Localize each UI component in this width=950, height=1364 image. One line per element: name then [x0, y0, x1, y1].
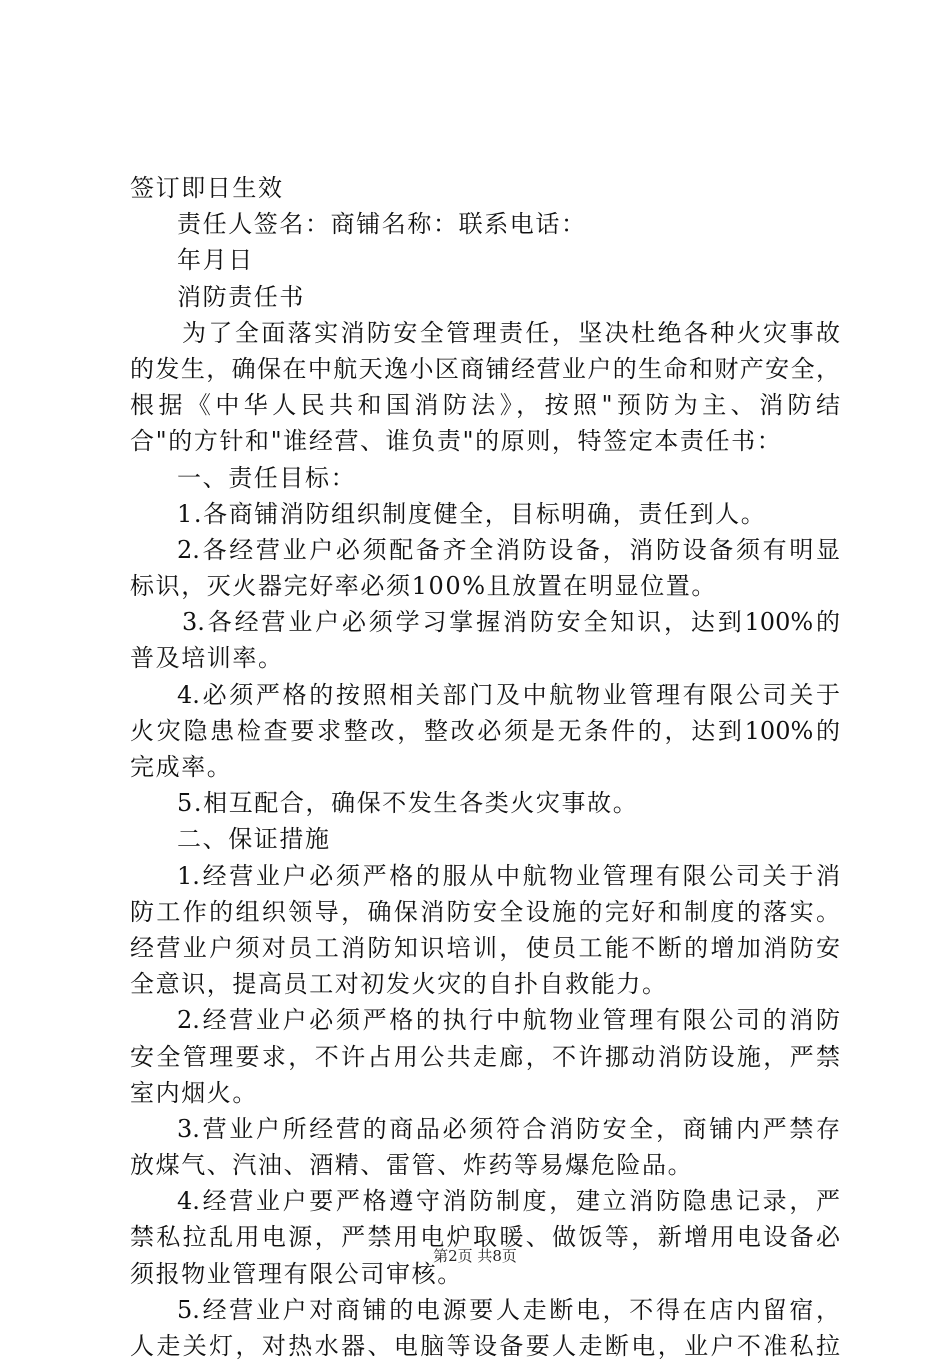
text-line: 1.经营业户必须严格的服从中航物业管理有限公司关于消 — [177, 861, 840, 890]
text-line: 二、保证措施 — [177, 825, 331, 854]
text-line: 安全管理要求，不许占用公共走廊，不许挪动消防设施，严禁 — [130, 1042, 840, 1071]
text-line: 为了全面落实消防安全管理责任，坚决杜绝各种火灾事故 — [182, 318, 840, 347]
text-line: 完成率。 — [130, 753, 233, 781]
text-line: 全意识，提高员工对初发火灾的自扑自救能力。 — [130, 970, 668, 999]
text-line: 放煤气、汽油、酒精、雷管、炸药等易爆危险品。 — [130, 1151, 694, 1180]
text-line: 合"的方针和"谁经营、谁负责"的原则，特签定本责任书： — [130, 427, 783, 456]
text-line: 3.营业户所经营的商品必须符合消防安全，商铺内严禁存 — [177, 1114, 840, 1143]
text-line: 4.经营业户要严格遵守消防制度，建立消防隐患记录，严 — [177, 1187, 840, 1216]
text-line: 的发生，确保在中航天逸小区商铺经营业户的生命和财产安全， — [130, 354, 840, 383]
text-line: 3.各经营业户必须学习掌握消防安全知识，达到100%的 — [182, 608, 840, 637]
text-line: 防工作的组织领导，确保消防安全设施的完好和制度的落实。 — [130, 897, 840, 926]
text-line: 普及培训率。 — [130, 644, 284, 673]
text-line: 5.相互配合，确保不发生各类火灾事故。 — [177, 789, 639, 818]
text-line: 2.经营业户必须严格的执行中航物业管理有限公司的消防 — [177, 1006, 840, 1035]
text-line: 一、责任目标： — [177, 463, 357, 492]
text-line: 责任人签名：商铺名称：联系电话： — [177, 210, 587, 239]
text-line: 标识，灭火器完好率必须100%且放置在明显位置。 — [130, 572, 718, 601]
text-line: 经营业户须对员工消防知识培训，使员工能不断的增加消防安 — [130, 933, 840, 962]
text-line: 消防责任书 — [177, 282, 305, 311]
text-line: 须报物业管理有限公司审核。 — [130, 1259, 463, 1288]
text-line: 2.各经营业户必须配备齐全消防设备，消防设备须有明显 — [177, 535, 840, 564]
text-line: 签订即日生效 — [130, 174, 284, 202]
text-line: 5.经营业户对商铺的电源要人走断电，不得在店内留宿， — [177, 1295, 840, 1324]
text-line: 年月日 — [177, 246, 254, 275]
text-line: 禁私拉乱用电源，严禁用电炉取暖、做饭等，新增用电设备必 — [130, 1223, 840, 1252]
text-line: 室内烟火。 — [130, 1078, 258, 1107]
page-footer: 第2页 共8页 — [433, 1247, 517, 1265]
text-line: 根据《中华人民共和国消防法》，按照"预防为主、消防结 — [130, 391, 840, 420]
text-line: 人走关灯，对热水器、电脑等设备要人走断电，业户不准私拉 — [130, 1332, 840, 1360]
document-body — [130, 170, 840, 1364]
text-line: 1.各商铺消防组织制度健全，目标明确，责任到人。 — [177, 499, 767, 528]
text-line: 火灾隐患检查要求整改，整改必须是无条件的，达到100%的 — [130, 716, 840, 745]
text-line: 4.必须严格的按照相关部门及中航物业管理有限公司关于 — [177, 680, 840, 709]
